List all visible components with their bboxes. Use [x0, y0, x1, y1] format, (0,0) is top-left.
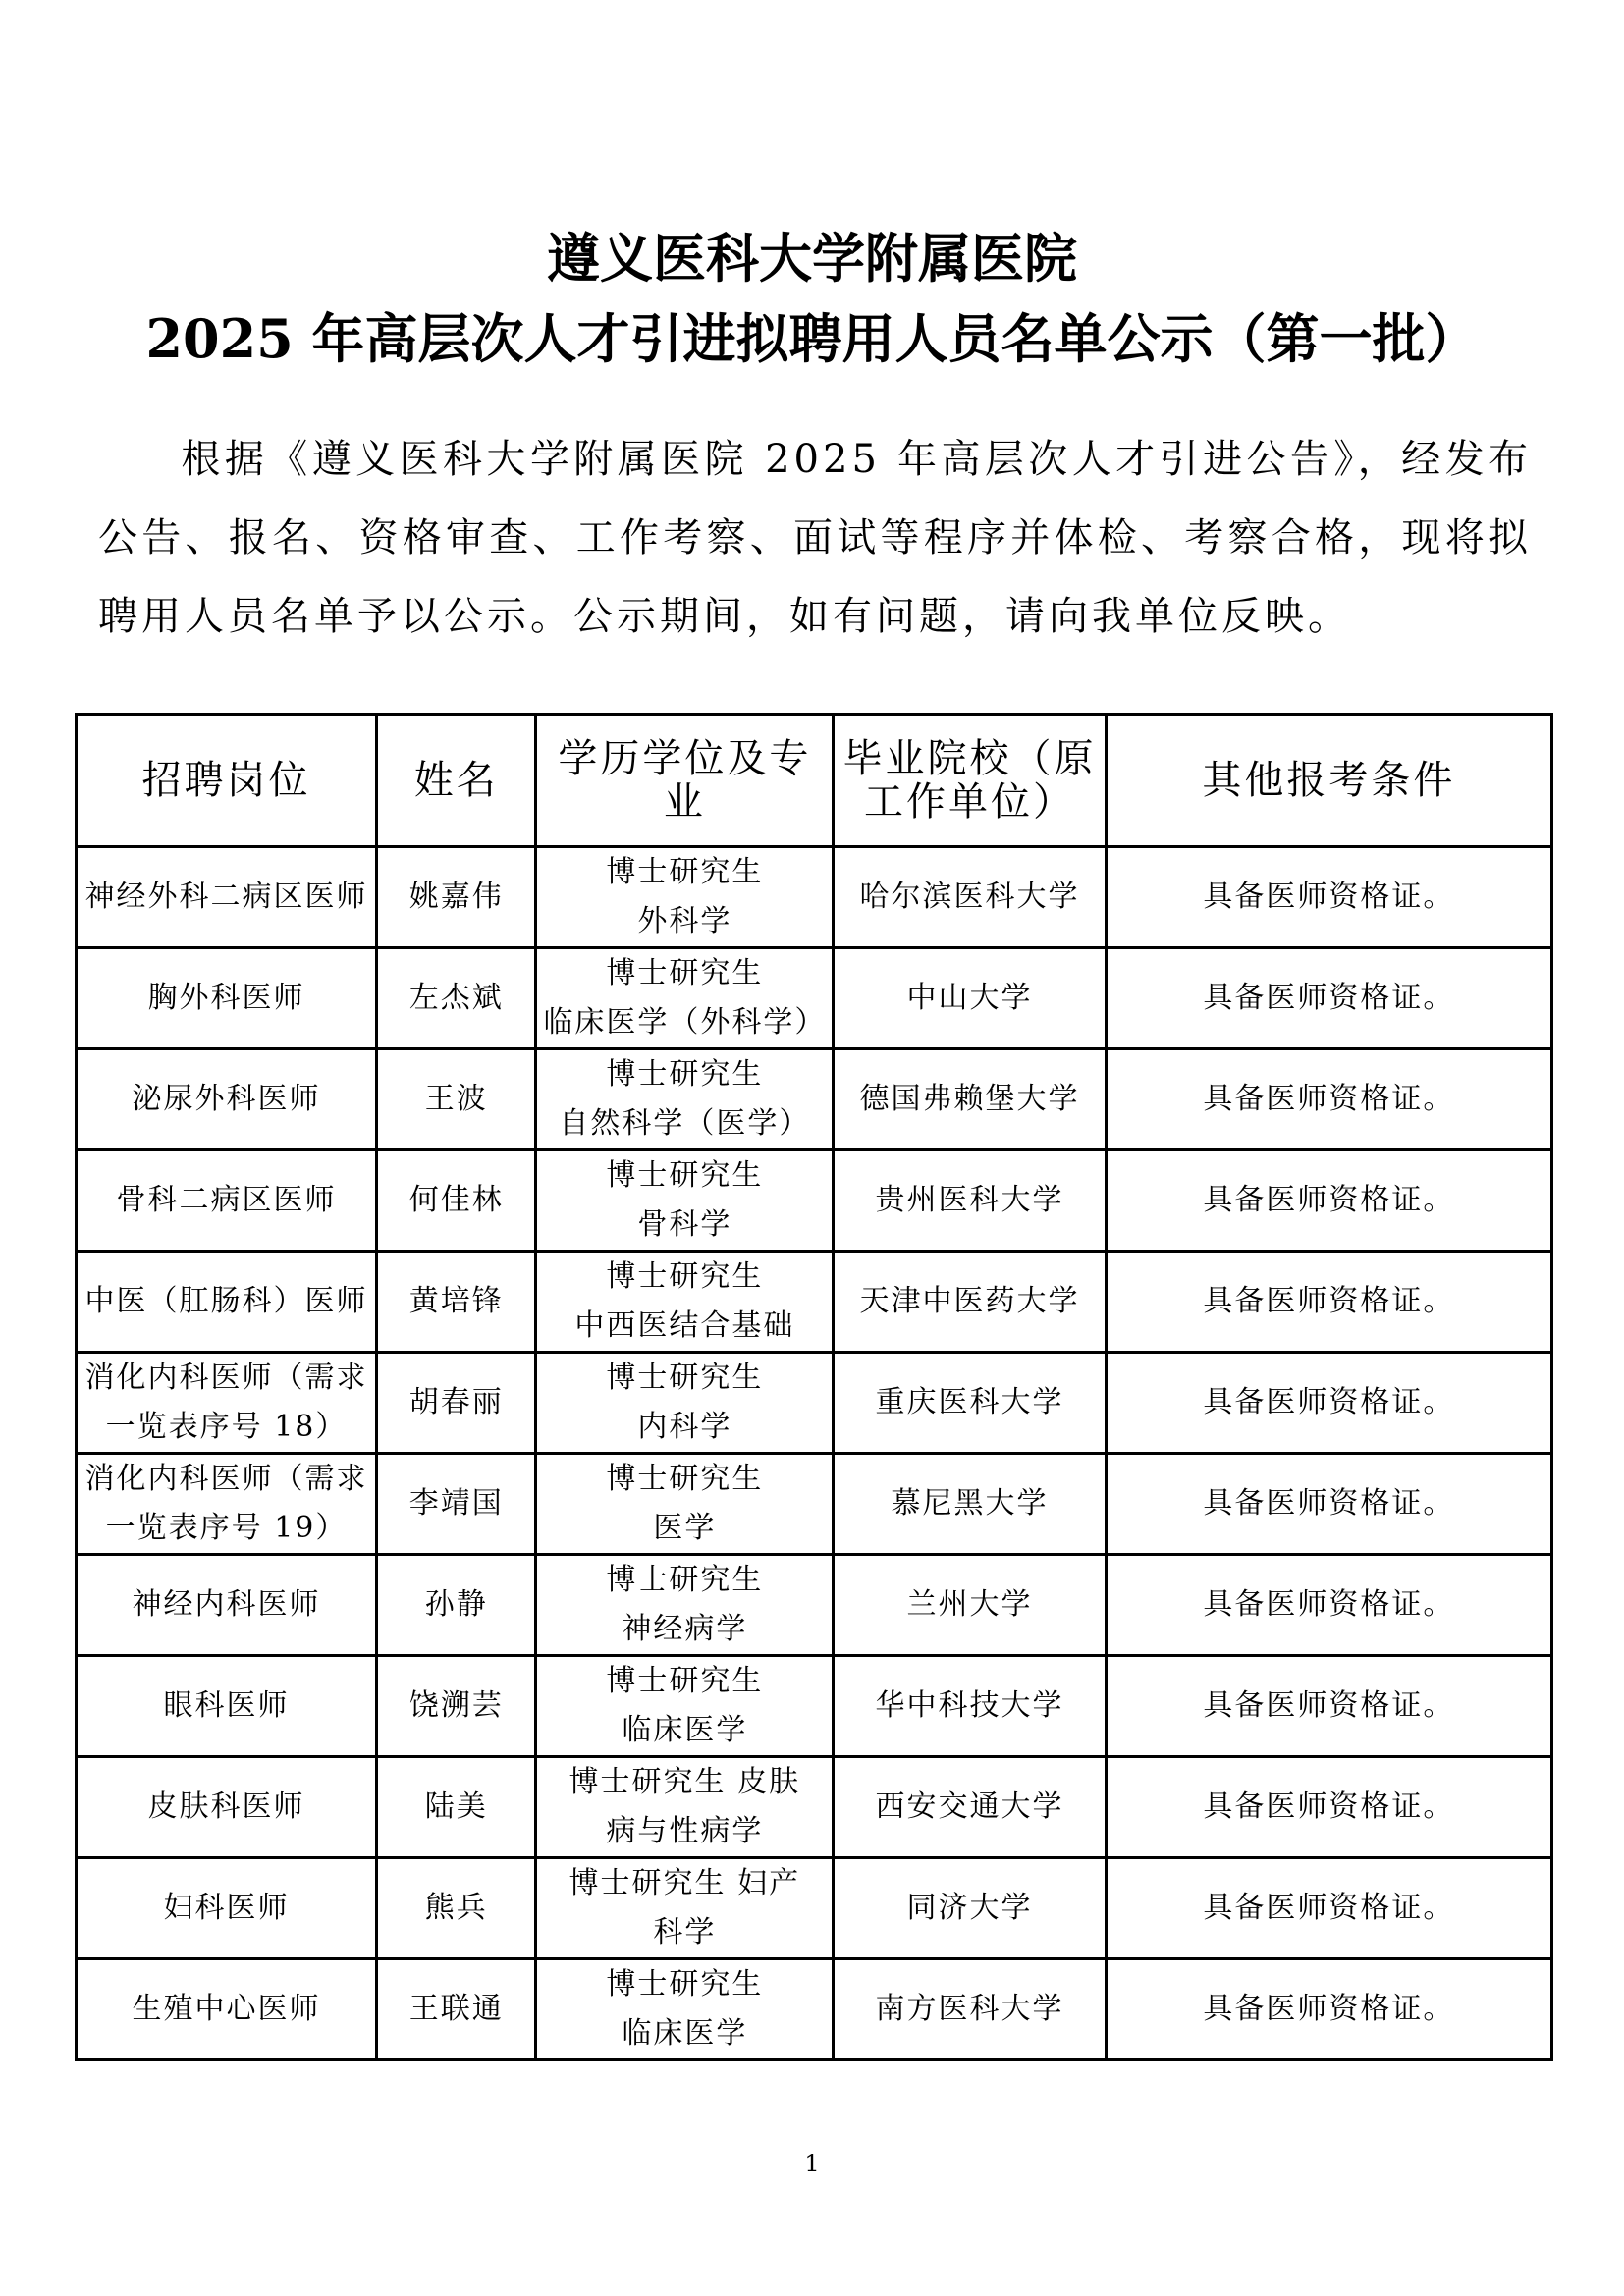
cell-post: 骨科二病区医师: [77, 1150, 377, 1252]
degree-text: 博士研究生 皮肤: [568, 1765, 801, 1799]
table-row: [77, 1049, 1552, 1150]
cell-degree-major: [536, 1858, 834, 1959]
cell-other: 具备医师资格证。: [1106, 1858, 1551, 1959]
degree-text: 博士研究生: [606, 1259, 764, 1294]
cell-school: 西安交通大学: [834, 1757, 1107, 1858]
cell-degree-major: [536, 1959, 834, 2060]
title-line-2: 2025 年高层次人才引进拟聘用人员名单公示（第一批）: [145, 307, 1479, 370]
table-row: [77, 1252, 1552, 1353]
header-name: 姓名: [377, 715, 536, 847]
degree-text: 博士研究生 妇产: [568, 1866, 801, 1900]
cell-post: 皮肤科医师: [77, 1757, 377, 1858]
intro-paragraph: [98, 420, 1532, 656]
cell-other: 具备医师资格证。: [1106, 1454, 1551, 1555]
degree-text: 博士研究生: [606, 855, 764, 889]
cell-post: 消化内科医师（需求一览表序号 19）: [77, 1454, 377, 1555]
header-other: 其他报考条件: [1106, 715, 1551, 847]
cell-name: 熊兵: [377, 1858, 536, 1959]
header-post: 招聘岗位: [77, 715, 377, 847]
major-text: 医学: [653, 1511, 717, 1545]
cell-degree-major: [536, 1252, 834, 1353]
degree-text: 博士研究生: [606, 1057, 764, 1092]
major-text: 内科学: [637, 1410, 732, 1444]
table-row: [77, 948, 1552, 1049]
cell-school: 贵州医科大学: [834, 1150, 1107, 1252]
cell-name: 王波: [377, 1049, 536, 1150]
major-text: 临床医学: [622, 2016, 748, 2051]
cell-name: 李靖国: [377, 1454, 536, 1555]
cell-other: 具备医师资格证。: [1106, 1049, 1551, 1150]
major-text: 临床医学: [622, 1713, 748, 1747]
cell-other: 具备医师资格证。: [1106, 1656, 1551, 1757]
title-line-1: 遵义医科大学附属医院: [547, 227, 1077, 290]
cell-school: 天津中医药大学: [834, 1252, 1107, 1353]
cell-name: 饶溯芸: [377, 1656, 536, 1757]
degree-text: 博士研究生: [606, 956, 764, 990]
major-text: 骨科学: [637, 1207, 732, 1242]
degree-text: 博士研究生: [606, 1563, 764, 1597]
degree-text: 博士研究生: [606, 1664, 764, 1698]
cell-other: 具备医师资格证。: [1106, 1150, 1551, 1252]
cell-degree-major: [536, 847, 834, 948]
major-text: 外科学: [637, 904, 732, 938]
cell-degree-major: [536, 1555, 834, 1656]
cell-other: 具备医师资格证。: [1106, 1252, 1551, 1353]
cell-post: 消化内科医师（需求一览表序号 18）: [77, 1353, 377, 1454]
cell-other: 具备医师资格证。: [1106, 1959, 1551, 2060]
table-row: [77, 1757, 1552, 1858]
cell-school: 兰州大学: [834, 1555, 1107, 1656]
cell-post: 眼科医师: [77, 1656, 377, 1757]
table-body: [77, 847, 1552, 2060]
table-row: [77, 847, 1552, 948]
candidate-table: [75, 713, 1553, 2061]
cell-other: 具备医师资格证。: [1106, 1757, 1551, 1858]
degree-text: 博士研究生: [606, 1361, 764, 1395]
header-school: 毕业院校（原工作单位）: [834, 715, 1107, 847]
cell-degree-major: [536, 1757, 834, 1858]
cell-name: 胡春丽: [377, 1353, 536, 1454]
table-header-row: [77, 715, 1552, 847]
cell-degree-major: [536, 1353, 834, 1454]
cell-school: 南方医科大学: [834, 1959, 1107, 2060]
major-text: 神经病学: [622, 1612, 748, 1646]
table-row: [77, 1150, 1552, 1252]
cell-name: 王联通: [377, 1959, 536, 2060]
cell-degree-major: [536, 948, 834, 1049]
table-row: [77, 1858, 1552, 1959]
cell-school: 重庆医科大学: [834, 1353, 1107, 1454]
table-row: [77, 1454, 1552, 1555]
cell-post: 胸外科医师: [77, 948, 377, 1049]
cell-post: 泌尿外科医师: [77, 1049, 377, 1150]
cell-degree-major: [536, 1150, 834, 1252]
degree-text: 博士研究生: [606, 1158, 764, 1193]
page-number: 1: [804, 2150, 820, 2177]
cell-name: 黄培锋: [377, 1252, 536, 1353]
table-row: [77, 1555, 1552, 1656]
major-text: 科学: [653, 1915, 717, 1949]
cell-school: 慕尼黑大学: [834, 1454, 1107, 1555]
cell-degree-major: [536, 1454, 834, 1555]
cell-name: 何佳林: [377, 1150, 536, 1252]
cell-other: 具备医师资格证。: [1106, 948, 1551, 1049]
cell-school: 中山大学: [834, 948, 1107, 1049]
table-row: [77, 1656, 1552, 1757]
cell-post: 神经外科二病区医师: [77, 847, 377, 948]
major-text: 自然科学（医学）: [559, 1106, 811, 1141]
cell-name: 陆美: [377, 1757, 536, 1858]
cell-degree-major: [536, 1049, 834, 1150]
degree-text: 博士研究生: [606, 1967, 764, 2002]
header-degree: 学历学位及专业: [536, 715, 834, 847]
cell-name: 姚嘉伟: [377, 847, 536, 948]
cell-name: 左杰斌: [377, 948, 536, 1049]
major-text: 病与性病学: [606, 1814, 764, 1848]
cell-degree-major: [536, 1656, 834, 1757]
cell-post: 中医（肛肠科）医师: [77, 1252, 377, 1353]
cell-other: 具备医师资格证。: [1106, 1555, 1551, 1656]
cell-school: 华中科技大学: [834, 1656, 1107, 1757]
cell-school: 德国弗赖堡大学: [834, 1049, 1107, 1150]
cell-post: 神经内科医师: [77, 1555, 377, 1656]
major-text: 临床医学（外科学）: [543, 1005, 827, 1040]
cell-other: 具备医师资格证。: [1106, 1353, 1551, 1454]
major-text: 中西医结合基础: [574, 1308, 795, 1343]
table-row: [77, 1353, 1552, 1454]
cell-school: 同济大学: [834, 1858, 1107, 1959]
degree-text: 博士研究生: [606, 1462, 764, 1496]
cell-school: 哈尔滨医科大学: [834, 847, 1107, 948]
cell-name: 孙静: [377, 1555, 536, 1656]
cell-other: 具备医师资格证。: [1106, 847, 1551, 948]
intro-text: 根据《遵义医科大学附属医院 2025 年高层次人才引进公告》，经发布公告、报名、资格审查、工作考察、面试等程序并体检、考察合格，现将拟聘用人员名单予以公示。公示期间，如有问题，请向我单位反映。: [98, 437, 1532, 639]
cell-post: 生殖中心医师: [77, 1959, 377, 2060]
table-row: [77, 1959, 1552, 2060]
cell-post: 妇科医师: [77, 1858, 377, 1959]
